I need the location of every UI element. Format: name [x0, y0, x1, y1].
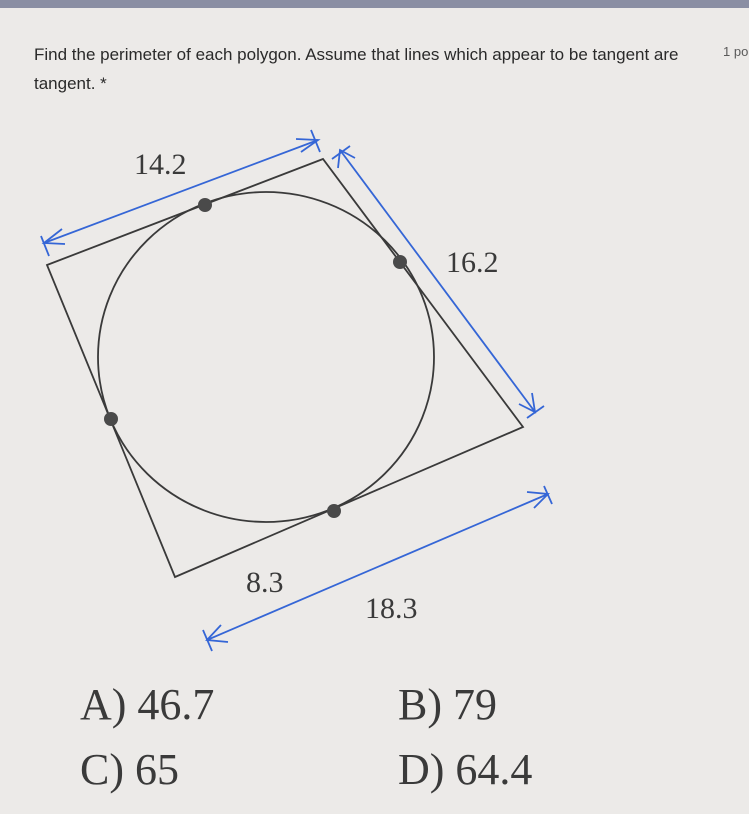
- tangent-point-bottom: [327, 504, 341, 518]
- choice-c[interactable]: C) 65: [80, 745, 179, 794]
- tangent-point-left: [104, 412, 118, 426]
- label-bottom-side: 18.3: [365, 592, 418, 625]
- tangent-point-right: [393, 255, 407, 269]
- choice-b[interactable]: B) 79: [398, 680, 497, 729]
- tangent-point-top: [198, 198, 212, 212]
- label-bottom-segment: 8.3: [246, 566, 284, 599]
- choice-d[interactable]: D) 64.4: [398, 745, 533, 794]
- dimension-line-right: [332, 146, 544, 418]
- question-text: Find the perimeter of each polygon. Assume that lines which appear to be tangent are tangent. *: [34, 45, 679, 93]
- quadrilateral: [47, 159, 523, 577]
- label-right-side: 16.2: [446, 246, 499, 279]
- points-label: 1 po: [723, 44, 749, 59]
- label-top-side: 14.2: [134, 148, 187, 181]
- choice-a[interactable]: A) 46.7: [80, 680, 215, 729]
